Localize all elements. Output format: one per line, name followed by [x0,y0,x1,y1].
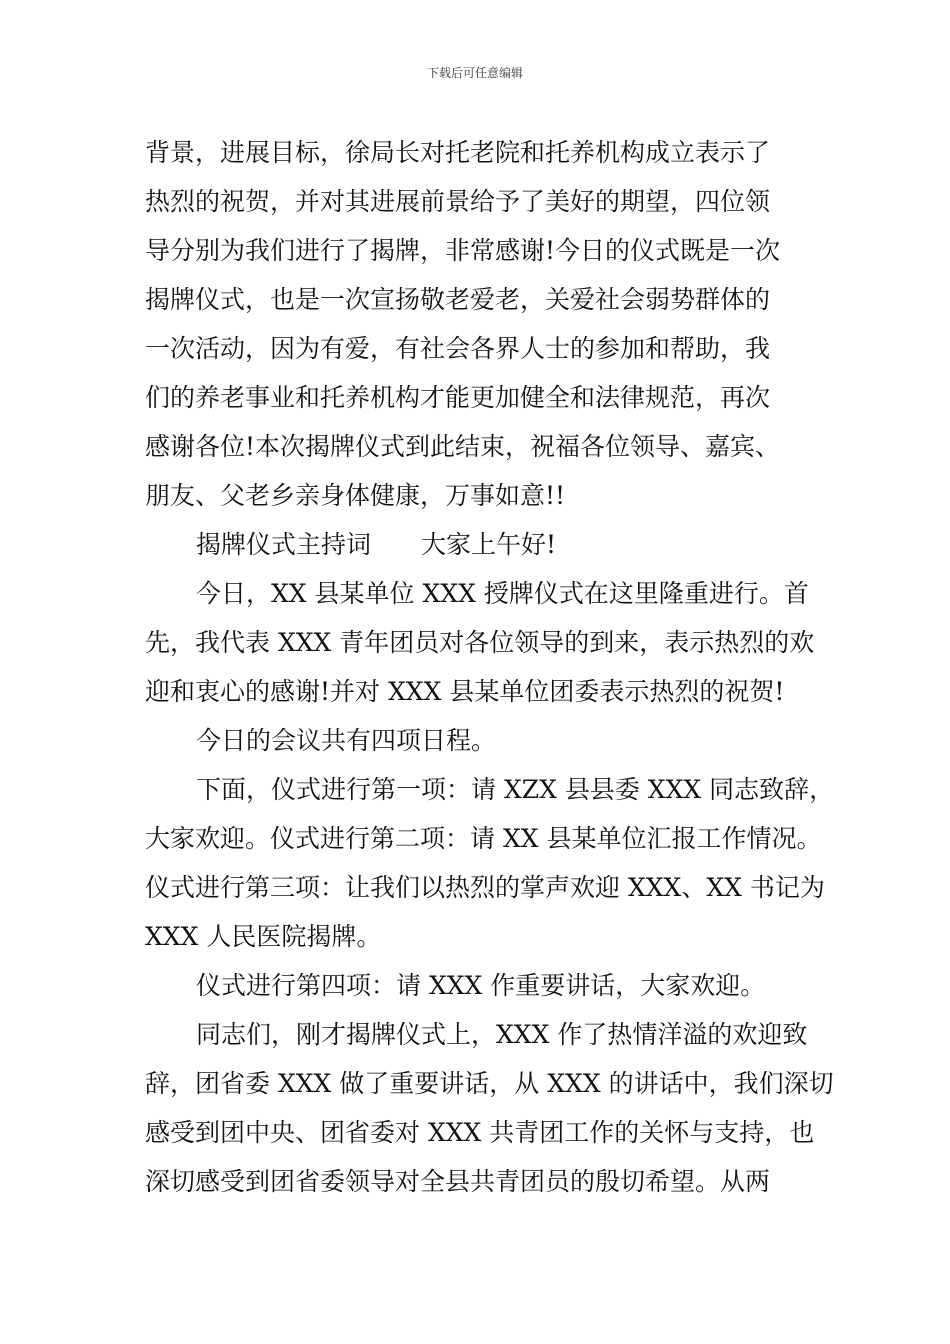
text-line: 今日，XX 县某单位 XXX 授牌仪式在这里隆重进行。首 [196,579,809,608]
text-line: 辞，团省委 XXX 做了重要讲话，从 XXX 的讲话中，我们深切 [145,1069,834,1098]
text-line: 大家欢迎。仪式进行第二项：请 XX 县某单位汇报工作情况。 [145,824,822,853]
text-line: 一次活动，因为有爱，有社会各界人士的参加和帮助，我 [145,334,771,363]
title-line [145,520,815,569]
page-header: 下载后可任意编辑 [426,66,523,80]
text-line: 背景，进展目标，徐局长对托老院和托养机构成立表示了 [145,138,771,167]
text-line: 迎和衷心的感谢!并对 XXX 县某单位团委表示热烈的祝贺! [145,677,785,706]
text-line: 朋友、父老乡亲身体健康，万事如意!! [145,481,566,510]
text-line: 同志们，刚才揭牌仪式上，XXX 作了热情洋溢的欢迎致 [196,1020,808,1049]
section-title: 揭牌仪式主持词 [196,530,372,559]
text-line: 深切感受到团省委领导对全县共青团员的殷切希望。从两 [145,1167,771,1196]
text-line: 下面，仪式进行第一项：请 XZX 县县委 XXX 同志致辞， [196,775,835,804]
text-line: 导分别为我们进行了揭牌，非常感谢!今日的仪式既是一次 [145,236,781,265]
greeting: 大家上午好! [421,530,557,559]
text-line: 揭牌仪式，也是一次宣扬敬老爱老，关爱社会弱势群体的 [145,285,771,314]
text-line: 先，我代表 XXX 青年团员对各位领导的到来，表示热烈的欢 [145,628,815,657]
text-line: 们的养老事业和托养机构才能更加健全和法律规范，再次 [145,383,771,412]
document-body [145,128,835,1206]
text-line: 仪式进行第三项：让我们以热烈的掌声欢迎 XXX、XX 书记为 [145,873,825,902]
text-line: XXX 人民医院揭牌。 [145,922,382,951]
text-line: 仪式进行第四项：请 XXX 作重要讲话，大家欢迎。 [196,971,766,1000]
text-line: 热烈的祝贺，并对其进展前景给予了美好的期望，四位领 [145,187,771,216]
text-line: 今日的会议共有四项日程。 [196,726,497,755]
text-line: 感受到团中央、团省委对 XXX 共青团工作的关怀与支持，也 [145,1118,815,1147]
text-line: 感谢各位!本次揭牌仪式到此结束，祝福各位领导、嘉宾、 [145,432,781,461]
